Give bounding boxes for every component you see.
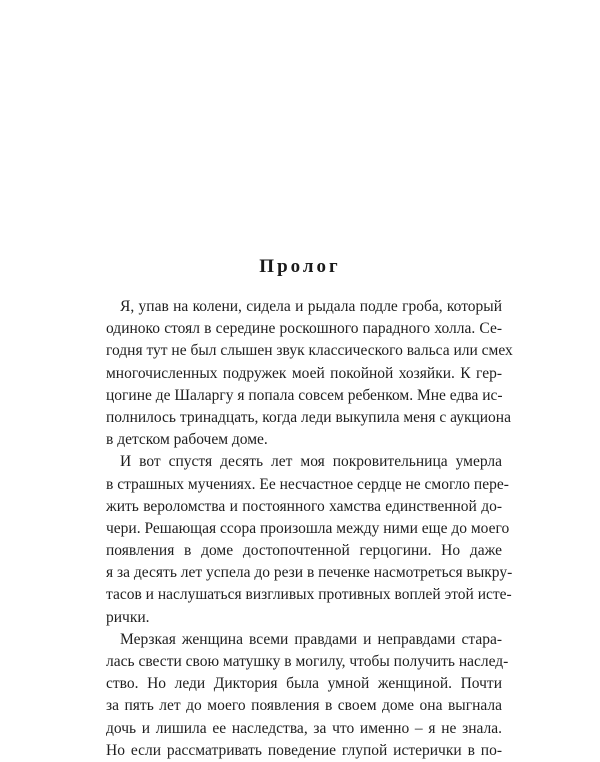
- text-line: я за десять лет успела до рези в печенке насмотреться выкру-: [106, 564, 513, 582]
- text-line: Но если рассматривать поведение глупой истерички в по-: [106, 741, 502, 759]
- text-line: тасов и наслушаться визгливых противных воплей этой исте-: [106, 586, 512, 604]
- text-line: появления в доме достопочтенной герцогини. Но даже: [106, 542, 502, 560]
- text-line: в детском рабочем доме.: [106, 431, 268, 449]
- text-line: Мерзкая женщина всеми правдами и неправдами стара-: [120, 630, 502, 648]
- prologue-text: [106, 296, 513, 762]
- text-line: чери. Решающая ссора произошла между ними еще до моего: [106, 519, 510, 537]
- text-line: многочисленных подружек моей покойной хозяйки. К гер-: [106, 364, 502, 382]
- text-line: рички.: [106, 608, 150, 626]
- text-line: дочь и лишила ее наследства, за что именно – я не знала.: [106, 719, 502, 737]
- text-line: жить вероломства и постоянного хамства единственной до-: [106, 497, 502, 515]
- text-line: цогине де Шаларгу я попала совсем ребенком. Мне едва ис-: [106, 386, 503, 404]
- text-line: в страшных мучениях. Ее несчастное сердце не смогло пере-: [106, 475, 509, 493]
- text-line: лась свести свою матушку в могилу, чтобы получить наслед-: [106, 653, 509, 670]
- text-line: ство. Но леди Диктория была умной женщиной. Почти: [106, 675, 502, 693]
- text-line: полнилось тринадцать, когда леди выкупила меня с аукциона: [106, 408, 511, 426]
- text-line: одиноко стоял в середине роскошного парадного холла. Се-: [106, 320, 502, 338]
- text-line: за пять лет до моего появления в своем доме она выгнала: [106, 697, 502, 715]
- text-line: годня тут не был слышен звук классического вальса или смех: [106, 342, 513, 360]
- text-line: Я, упав на колени, сидела и рыдала подле гроба, который: [120, 298, 502, 315]
- chapter-title: Пролог: [259, 256, 341, 277]
- text-line: И вот спустя десять лет моя покровительница умерла: [120, 453, 502, 471]
